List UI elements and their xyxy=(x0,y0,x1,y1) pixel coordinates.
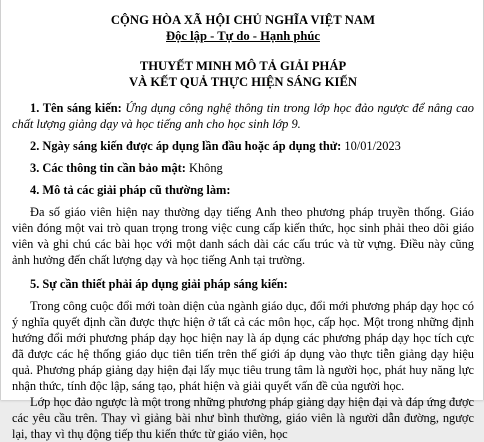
item-5-label: 5. Sự cần thiết phải áp dụng giải pháp sáng kiến: xyxy=(30,277,288,291)
item-4-heading xyxy=(12,182,474,198)
item-2-label: 2. Ngày sáng kiến được áp dụng lần đầu hoặc áp dụng thử: xyxy=(30,139,342,153)
item-3 xyxy=(12,160,474,176)
item-4-label: 4. Mô tả các giải pháp cũ thường làm: xyxy=(30,183,231,197)
item-5-paragraph-2: Lớp học đảo ngược là một trong những phương pháp giảng dạy hiện đại và đáp ứng được các yêu cầu trên. Thay vì giảng bài như bình thường, giáo viên là người dẫn đường, ngược lại, thay vì thụ động tiếp thu kiến thức từ giáo viên, học xyxy=(12,395,474,441)
item-4-paragraph: Đa số giáo viên hiện nay thường dạy tiếng Anh theo phương pháp truyền thống. Giáo viên đóng một vai trò quan trọng trong việc cung cấp kiến thức, học sinh phải theo dõi giáo viên và ghi chú các bài học với một danh sách dài các cấu trúc và từ vựng. Điều này cũng ảnh hưởng đến chất lượng dạy và học tiếng Anh tại trường. xyxy=(12,205,474,267)
item-3-value: Không xyxy=(185,161,223,175)
national-motto: Độc lập - Tự do - Hạnh phúc xyxy=(166,29,320,43)
document-body[interactable] xyxy=(12,6,474,442)
page-left-edge xyxy=(0,0,1,400)
item-1-value: Ứng dụng công nghệ thông tin trong lớp học đảo ngược để nâng cao chất lượng giảng dạy và học tiếng anh cho học sinh lớp 9. xyxy=(12,101,474,131)
item-1-label: 1. Tên sáng kiến: xyxy=(30,101,122,115)
national-header: CỘNG HÒA XÃ HỘI CHỦ NGHĨA VIỆT NAM xyxy=(110,13,376,27)
item-2 xyxy=(12,138,474,154)
document-title-line1: THUYẾT MINH MÔ TẢ GIẢI PHÁP xyxy=(139,59,347,73)
item-5-paragraph-1: Trong công cuộc đổi mới toàn diện của ngành giáo dục, đổi mới phương pháp dạy học có ý nghĩa quyết định cần được thực hiện ở tất cả các môn học, cấp học. Một trong những định hướng đổi mới phương pháp dạy học hiện nay là áp dụng các phương pháp dạy học tích cực đã được các hệ thống giáo dục tiên tiến trên thế giới áp dụng vào thực tiễn giảng dạy hiệu quả. Phương pháp giảng dạy hiện đại lấy mục tiêu trung tâm là người học, phát huy năng lực nhận thức, tính độc lập, sáng tạo, phát hiện và giải quyết vấn đề của người học. xyxy=(12,299,474,393)
document-title-line2: VÀ KẾT QUẢ THỰC HIỆN SÁNG KIẾN xyxy=(129,75,357,89)
item-1 xyxy=(12,100,474,132)
item-2-value: 10/01/2023 xyxy=(341,139,401,153)
item-5-heading xyxy=(12,276,474,292)
item-3-label: 3. Các thông tin cần bảo mật: xyxy=(30,161,186,175)
